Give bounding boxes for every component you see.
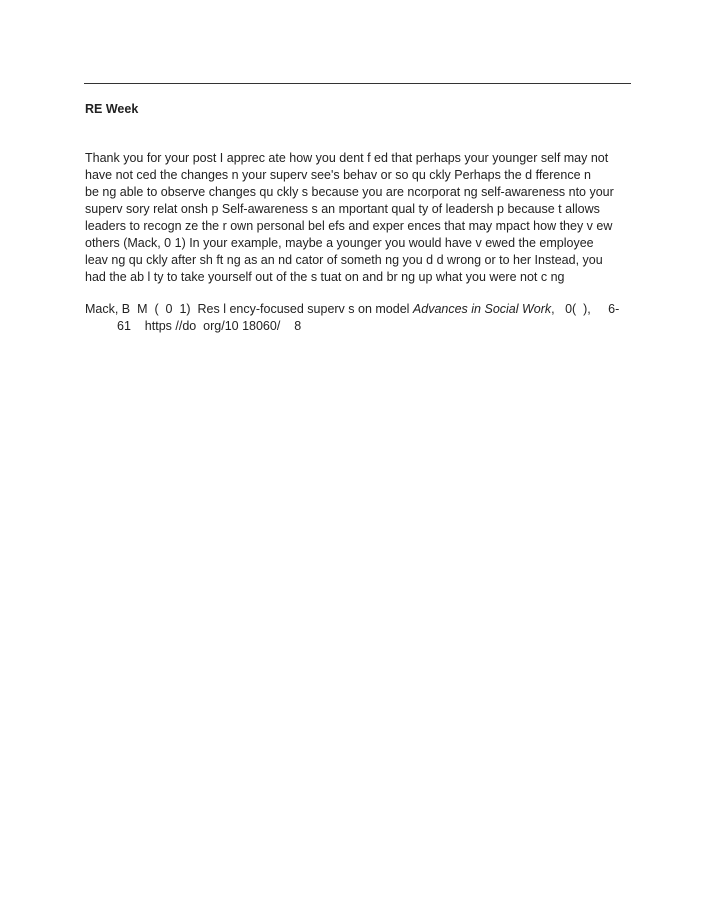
horizontal-rule	[84, 83, 631, 84]
reference-volume-pages: , 0( ), 6-	[551, 302, 620, 316]
reference-line-1	[85, 301, 645, 318]
reference-journal: Advances in Social Work	[412, 302, 552, 316]
reference-entry	[85, 301, 645, 335]
body-line: superv sory relat onsh p Self-awareness s an mportant qual ty of leadersh p because t allows	[85, 202, 600, 216]
body-line: leaders to recogn ze the r own personal bel efs and exper ences that may mpact how they v ew	[85, 219, 613, 233]
post-heading: RE Week	[85, 102, 139, 116]
body-line: be ng able to observe changes qu ckly s because you are ncorporat ng self-awareness nto your	[85, 185, 614, 199]
body-paragraph	[85, 150, 645, 286]
body-line: had the ab l ty to take yourself out of the s tuat on and br ng up what you were not c ng	[85, 270, 565, 284]
reference-line-2: 61 https //do org/10 18060/ 8	[117, 319, 302, 333]
reference-authors-title: Mack, B M ( 0 1) Res l ency-focused superv s on model	[85, 302, 413, 316]
body-line: Thank you for your post I apprec ate how you dent f ed that perhaps your younger self may not	[85, 151, 609, 165]
body-line: leav ng qu ckly after sh ft ng as an nd cator of someth ng you d d wrong or to her Instead, you	[85, 253, 603, 267]
body-line: others (Mack, 0 1) In your example, maybe a younger you would have v ewed the employee	[85, 236, 594, 250]
body-line: have not ced the changes n your superv see's behav or so qu ckly Perhaps the d fference n	[85, 168, 591, 182]
